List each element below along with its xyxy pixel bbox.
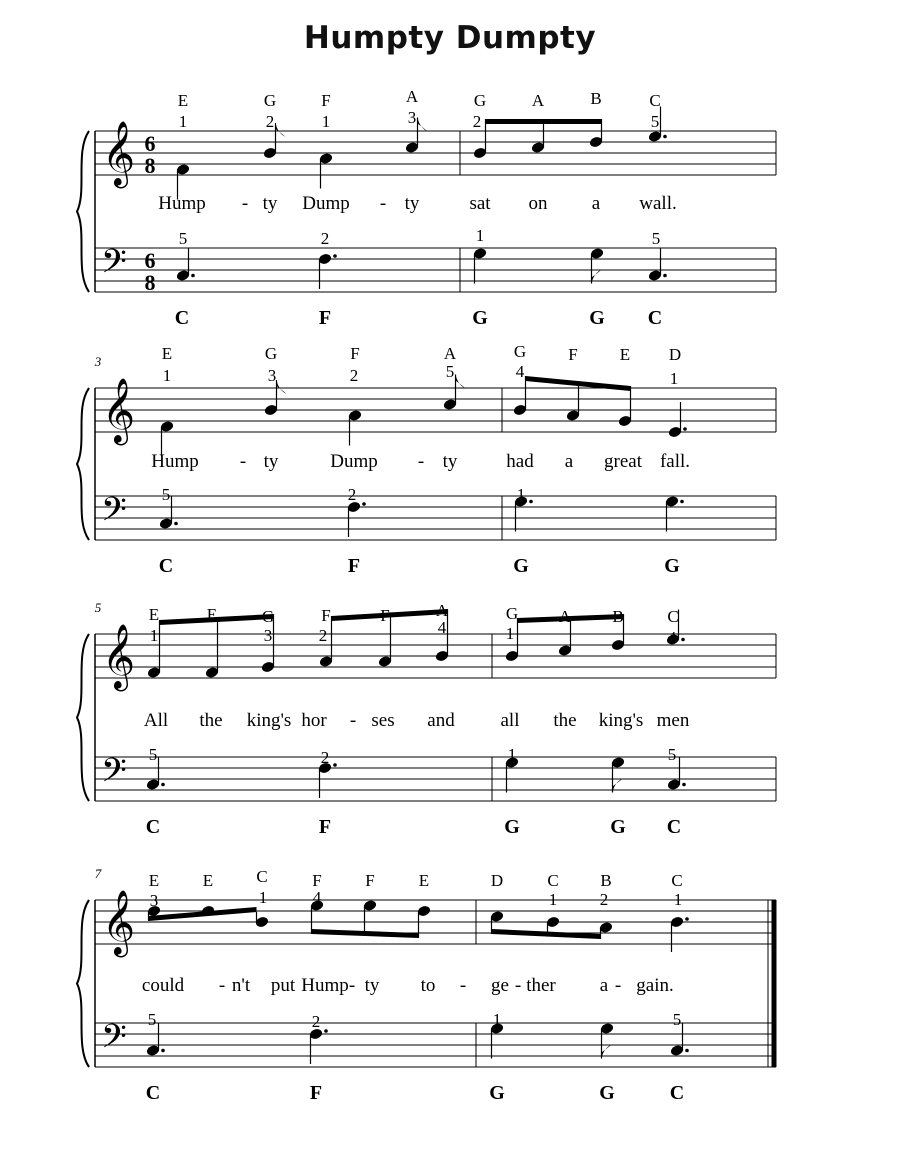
fingering-number: 4 xyxy=(312,888,322,907)
bass-fingering-number: 5 xyxy=(672,1010,682,1029)
time-signature-bottom: 8 xyxy=(144,153,156,178)
lyric-syllable: n't xyxy=(231,975,251,996)
lyric-syllable: all xyxy=(500,710,520,731)
bass-note-dot xyxy=(333,254,337,258)
note-name-label: F xyxy=(321,606,331,625)
note-name-label: F xyxy=(568,345,578,364)
lyric-syllable: Dump xyxy=(302,193,350,214)
bass-clef-icon: 𝄢 xyxy=(101,752,127,797)
lyric-syllable: had xyxy=(506,451,534,472)
lyric-syllable: king's xyxy=(598,710,644,731)
note-name-label: A xyxy=(443,344,457,363)
lyric-syllable: ty xyxy=(262,193,278,214)
note-name-label: G xyxy=(264,344,278,363)
system-4 xyxy=(77,866,776,1104)
note-name-label: C xyxy=(256,867,268,886)
lyric-syllable: a xyxy=(564,451,574,472)
lyric-syllable: the xyxy=(199,710,223,731)
measure-number: 3 xyxy=(94,354,102,369)
chord-symbol: G xyxy=(472,307,488,329)
note-name-label: D xyxy=(490,871,504,890)
fingering-number: 3 xyxy=(407,108,417,127)
bass-note-dot xyxy=(685,1049,689,1053)
lyric-syllable: a xyxy=(599,975,609,996)
note-dot xyxy=(681,638,685,642)
fingering-number: 2 xyxy=(265,112,275,131)
note-name-label: F xyxy=(321,91,331,110)
lyric-syllable: - xyxy=(349,710,357,731)
note-name-label: E xyxy=(148,605,160,624)
fingering-number: 2 xyxy=(599,890,609,909)
chord-symbol: G xyxy=(513,555,529,577)
lyric-syllable: ty xyxy=(364,975,380,996)
bass-note-dot xyxy=(680,500,684,504)
fingering-number: 1 xyxy=(548,890,558,909)
bass-fingering-number: 2 xyxy=(311,1012,321,1031)
bass-fingering-number: 2 xyxy=(320,748,330,767)
lyric-syllable: a xyxy=(591,193,601,214)
chord-symbol: C xyxy=(174,307,190,329)
bass-clef-icon: 𝄢 xyxy=(101,491,127,536)
note-name-label: B xyxy=(590,89,602,108)
treble-clef-icon: 𝄞 xyxy=(102,892,136,954)
bass-note-dot xyxy=(362,502,366,506)
fingering-number: 1 xyxy=(505,624,515,643)
note-flag xyxy=(456,375,466,389)
note-name-label: C xyxy=(547,871,559,890)
note-name-label: G xyxy=(263,91,277,110)
fingering-number: 2 xyxy=(349,366,359,385)
bass-note-dot xyxy=(324,1029,328,1033)
lyric-syllable: - xyxy=(348,975,356,996)
lyric-syllable: on xyxy=(528,193,548,214)
bass-note-dot xyxy=(191,274,195,278)
lyric-syllable: - xyxy=(379,193,387,214)
chord-symbol: C xyxy=(158,555,174,577)
note-flag xyxy=(276,123,286,137)
note-name-label: G xyxy=(473,91,487,110)
note-name-label: F xyxy=(380,606,390,625)
time-signature-top: 6 xyxy=(144,131,156,156)
bass-fingering-number: 5 xyxy=(651,229,661,248)
lyric-syllable: fall. xyxy=(659,451,691,472)
bass-note-dot xyxy=(663,274,667,278)
lyric-syllable: - xyxy=(239,451,247,472)
treble-clef-icon: 𝄞 xyxy=(102,380,136,442)
lyric-syllable: Hump xyxy=(158,193,206,214)
brace xyxy=(77,388,89,540)
note-beam xyxy=(486,119,602,124)
system-3 xyxy=(77,600,776,838)
system-1 xyxy=(77,87,776,329)
lyric-syllable: sat xyxy=(469,193,491,214)
note-name-label: G xyxy=(505,604,519,623)
lyric-syllable: ty xyxy=(442,451,458,472)
lyric-syllable: ther xyxy=(526,975,556,996)
lyric-syllable: to xyxy=(420,975,436,996)
fingering-number: 1 xyxy=(162,366,172,385)
note-name-label: C xyxy=(649,91,661,110)
lyric-syllable: hor xyxy=(301,710,327,731)
note-name-label: E xyxy=(177,91,189,110)
bass-note-dot xyxy=(333,763,337,767)
measure-number: 7 xyxy=(94,866,102,881)
fingering-number: 4 xyxy=(437,618,447,637)
note-name-label: A xyxy=(435,601,449,620)
lyric-syllable: Hump xyxy=(301,975,349,996)
lyric-syllable: wall. xyxy=(639,193,677,214)
lyric-syllable: Hump xyxy=(151,451,199,472)
fingering-number: 3 xyxy=(263,626,273,645)
chord-symbol: G xyxy=(489,1082,505,1104)
fingering-number: 1 xyxy=(258,888,268,907)
bass-fingering-number: 1 xyxy=(492,1010,502,1029)
note-name-label: E xyxy=(418,871,430,890)
lyric-syllable: - xyxy=(241,193,249,214)
chord-symbol: F xyxy=(318,816,332,838)
chord-symbol: G xyxy=(589,307,605,329)
bass-fingering-number: 5 xyxy=(148,745,158,764)
fingering-number: 3 xyxy=(149,891,159,910)
bass-fingering-number: 2 xyxy=(347,485,357,504)
lyric-syllable: and xyxy=(427,710,455,731)
lyric-syllable: All xyxy=(143,710,169,731)
note-name-label: A xyxy=(531,91,545,110)
note-flag xyxy=(277,380,287,394)
system-2 xyxy=(77,342,776,577)
treble-clef-icon: 𝄞 xyxy=(102,626,136,688)
note-beam xyxy=(149,907,257,921)
lyric-syllable: - xyxy=(417,451,425,472)
bass-fingering-number: 1 xyxy=(475,226,485,245)
fingering-number: 5 xyxy=(650,112,660,131)
chord-symbol: C xyxy=(145,1082,161,1104)
chord-symbol: F xyxy=(318,307,332,329)
fingering-number: 5 xyxy=(445,362,455,381)
chord-symbol: C xyxy=(647,307,663,329)
bass-note-dot xyxy=(682,783,686,787)
note-dot xyxy=(663,135,667,139)
lyric-syllable: great xyxy=(604,451,642,472)
chord-symbol: G xyxy=(599,1082,615,1104)
lyric-syllable: put xyxy=(270,975,296,996)
fingering-number: 2 xyxy=(318,626,328,645)
bass-note-dot xyxy=(529,500,533,504)
note-name-label: F xyxy=(365,871,375,890)
note-name-label: E xyxy=(148,871,160,890)
note-name-label: E xyxy=(202,871,214,890)
bass-clef-icon: 𝄢 xyxy=(101,1018,127,1063)
note-name-label: C xyxy=(667,607,679,626)
lyric-syllable: ge xyxy=(491,975,509,996)
note-name-label: E xyxy=(206,605,218,624)
note-name-label: A xyxy=(558,607,572,626)
lyric-syllable: men xyxy=(656,710,690,731)
page-title: Humpty Dumpty xyxy=(303,20,597,56)
fingering-number: 2 xyxy=(472,112,482,131)
bass-fingering-number: 5 xyxy=(147,1010,157,1029)
lyric-syllable: ty xyxy=(263,451,279,472)
lyric-syllable: Dump xyxy=(330,451,378,472)
lyric-syllable: - xyxy=(459,975,467,996)
fingering-number: 1 xyxy=(669,369,679,388)
treble-clef-icon: 𝄞 xyxy=(102,123,136,185)
chord-symbol: C xyxy=(145,816,161,838)
note-name-label: F xyxy=(312,871,322,890)
lyric-syllable: the xyxy=(553,710,577,731)
fingering-number: 1 xyxy=(178,112,188,131)
fingering-number: 1 xyxy=(321,112,331,131)
chord-symbol: C xyxy=(669,1082,685,1104)
chord-symbol: F xyxy=(347,555,361,577)
note-name-label: C xyxy=(671,871,683,890)
fingering-number: 4 xyxy=(667,628,677,647)
fingering-number: 1 xyxy=(149,626,159,645)
lyric-syllable: gain. xyxy=(636,975,674,996)
bass-clef-icon: 𝄢 xyxy=(101,243,127,288)
bass-fingering-number: 5 xyxy=(161,485,171,504)
note-dot xyxy=(683,427,687,431)
bass-fingering-number: 1 xyxy=(507,745,517,764)
note-name-label: B xyxy=(600,871,612,890)
note-beam xyxy=(492,929,601,939)
time-signature-top: 6 xyxy=(144,248,156,273)
note-name-label: D xyxy=(668,345,682,364)
note-name-label: A xyxy=(405,87,419,106)
bass-fingering-number: 1 xyxy=(516,485,526,504)
note-flag xyxy=(418,118,428,132)
chord-symbol: G xyxy=(610,816,626,838)
bass-fingering-number: 5 xyxy=(178,229,188,248)
bass-note-dot xyxy=(161,1049,165,1053)
bass-note-dot xyxy=(174,522,178,526)
bass-note-dot xyxy=(161,783,165,787)
lyric-syllable: king's xyxy=(246,710,292,731)
note-name-label: G xyxy=(513,342,527,361)
fingering-number: 3 xyxy=(267,366,277,385)
fingering-number: 4 xyxy=(515,362,525,381)
bass-fingering-number: 5 xyxy=(667,745,677,764)
lyric-syllable: - xyxy=(514,975,522,996)
chord-symbol: F xyxy=(309,1082,323,1104)
chord-symbol: C xyxy=(666,816,682,838)
measure-number: 5 xyxy=(94,600,102,615)
brace xyxy=(77,634,89,801)
chord-symbol: G xyxy=(664,555,680,577)
brace xyxy=(77,131,89,292)
note-dot xyxy=(685,917,689,921)
lyric-syllable: - xyxy=(614,975,622,996)
lyric-syllable: - xyxy=(218,975,226,996)
bass-fingering-number: 2 xyxy=(320,229,330,248)
chord-symbol: G xyxy=(504,816,520,838)
lyric-syllable: could xyxy=(141,975,185,996)
note-name-label: F xyxy=(350,344,360,363)
time-signature-bottom: 8 xyxy=(144,270,156,295)
note-name-label: G xyxy=(261,607,275,626)
brace xyxy=(77,900,89,1067)
note-name-label: E xyxy=(161,344,173,363)
lyric-syllable: ses xyxy=(371,710,395,731)
note-name-label: E xyxy=(619,345,631,364)
note-name-label: B xyxy=(612,607,624,626)
fingering-number: 1 xyxy=(673,890,683,909)
lyric-syllable: ty xyxy=(404,193,420,214)
